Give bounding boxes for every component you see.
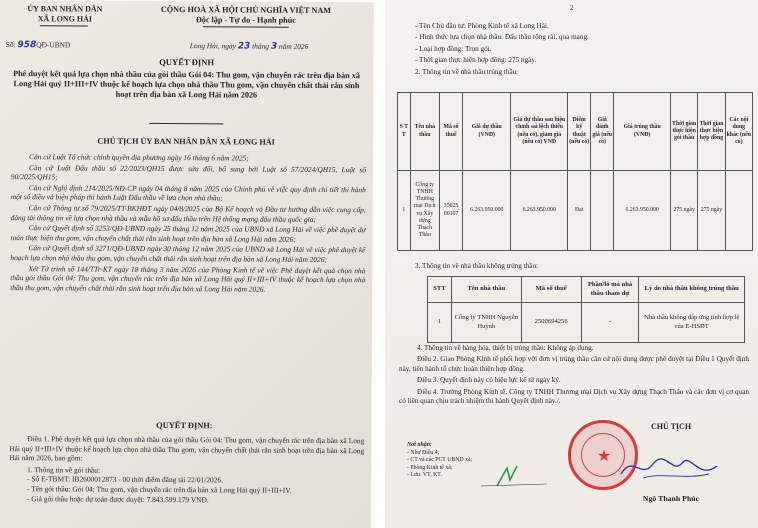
article-1 xyxy=(9,434,364,505)
package-detail: - Thời gian thực hiện hợp đồng: 275 ngày. xyxy=(415,56,537,65)
title-underline xyxy=(149,123,223,124)
signature-icon xyxy=(613,450,723,486)
table-row xyxy=(398,171,753,251)
closing-articles xyxy=(399,344,749,406)
column-header: Lý do nhà thầu không trúng thầu xyxy=(639,277,745,303)
article-1-text: Điều 1. Phê duyệt kết quả lựa chọn nhà thầu của gói thầu Gói 04: Thu gom, vận chuyển rác trên địa bàn xã Long Hải quý II+III+IV thuộc kế hoạch lựa chọn nhà thầu Thu gom, vận chuyển chất thải rắn sinh hoạt trên địa bàn xã Long Hải năm 2026, bao gồm: xyxy=(9,434,365,463)
receivers-title: Nơi nhận: xyxy=(407,442,432,448)
legal-basis: Căn cứ Thông tư số 79/2025/TT-BKHĐT ngày 04/8/2025 của Bộ Kế hoạch và Đầu tư hướng dẫn việc cung cấp, đăng tải thông tin về lựa chọn nhà thầu và mẫu hồ sơ đấu thầu trên Hệ thống mạng đấu thầu quốc gia; xyxy=(10,203,366,224)
table-cell: 275 ngày xyxy=(671,171,698,251)
article-4: Điều 4. Trưởng Phòng Kinh tế, Công ty TNHH Thương mại Dịch vụ Xây dựng Thạch Thảo và các đơn vị cơ quan có liên quan chịu trách nhiệm thi hành Quyết định này./. xyxy=(399,387,749,406)
legal-basis: Căn cứ Luật Tổ chức chính quyền địa phương ngày 16 tháng 6 năm 2025; xyxy=(29,152,249,163)
signer-title: CHỦ TỊCH xyxy=(650,422,692,431)
winner-heading: 2. Thông tin về nhà thầu trúng thầu: xyxy=(415,67,519,76)
table-row xyxy=(428,303,745,343)
column-header: Giá đánh giá (nếu có) xyxy=(591,93,614,171)
column-header: Điểm kỹ thuật (nếu có) xyxy=(568,93,591,171)
loser-table xyxy=(427,276,745,343)
legal-basis: Căn cứ Luật Đấu thầu số 22/2023/QH15 được sửa đổi, bổ sung bởi Luật số 57/2024/QH15, Luật số 90/2025/QH15; xyxy=(10,162,366,182)
package-detail: - Hình thức lựa chọn nhà thầu: Đấu thầu rộng rãi, qua mạng. xyxy=(415,33,589,42)
receiver-item: - Như Điều 4; xyxy=(407,449,440,456)
column-header: Mã số thuế xyxy=(440,93,463,171)
page-gap xyxy=(374,0,385,528)
date-line: Long Hải, ngày 23 tháng 3 năm 2026 xyxy=(189,41,309,52)
receiver-item: - Lưu: VT, KT. xyxy=(407,472,442,479)
table-cell: 1 xyxy=(428,303,452,343)
column-header: Tên nhà thầu xyxy=(410,93,439,171)
package-details xyxy=(415,22,750,77)
winner-table xyxy=(397,92,753,251)
column-header: Thời gian thực hiện gói thầu xyxy=(671,93,698,171)
doc-number: Số: 958QĐ-UBND xyxy=(5,40,71,51)
legal-basis: Xét Tờ trình số 144/TTr-KT ngày 18 tháng 3 năm 2026 của Phòng Kinh tế về việc Phê duyệt kết quả chọn nhà thầu gói thầu Gói 04: Thu gom, vận chuyển rác trên địa bàn xã Long Hải quý II+III+IV thuộc kế hoạch lựa chọn nhà thầu thu gom, vận chuyển chất thải rắn sinh hoạt trên địa bàn xã Long Hải năm 2026. xyxy=(10,263,366,294)
info-item: - Số E-TBMT: IB2600012873 - 00 thời điểm đăng tải 22/01/2026. xyxy=(27,474,223,485)
receiver-item: - CT và các PCT UBND xã; xyxy=(407,457,473,464)
table-cell: Đạt xyxy=(568,171,591,251)
table-cell: 6.263.950.000 xyxy=(463,171,511,251)
issuer-block xyxy=(6,4,124,25)
table-cell: 6.263.950.000 xyxy=(511,171,568,251)
motto: Độc lập - Tự do - Hạnh phúc xyxy=(195,15,296,25)
info-heading: 1. Thông tin về gói thầu: xyxy=(27,464,101,475)
table-cell: 1 xyxy=(398,171,411,251)
table-cell: Công ty TNHH Thương mại Dịch vụ Xây dựng Thạch Thảo xyxy=(410,171,439,251)
document-page-1 xyxy=(0,0,374,528)
legal-basis: Căn cứ Quyết định số 3271/QĐ-UBND ngày 30 tháng 12 năm 2025 của UBND xã Long Hải về việc phê duyệt kế hoạch lựa chọn nhà thầu thu gom, vận chuyển chất thải rắn sinh hoạt trên địa bàn xã Long Hải năm 2026; xyxy=(10,243,366,264)
country-name: CỘNG HOÀ XÃ HỘI CHỦ NGHĨA VIỆT NAM xyxy=(160,4,332,16)
column-header: Phần/lô mà nhà thầu tham dự xyxy=(581,277,639,303)
authority: CHỦ TỊCH ỦY BAN NHÂN DÂN XÃ LONG HẢI xyxy=(97,136,275,147)
issuer-underline xyxy=(40,25,88,26)
issuer-line-1: ỦY BAN NHÂN DÂN xyxy=(27,4,103,14)
signer-name: Ngô Thanh Phúc xyxy=(642,494,700,503)
package-detail: - Loại hợp đồng: Trọn gói. xyxy=(415,44,492,53)
column-header: Giá dự thầu (VNĐ) xyxy=(463,93,511,171)
table-header-row xyxy=(398,93,753,171)
document-page-2 xyxy=(385,0,758,528)
column-header: Thời gian thực hiện hợp đồng xyxy=(698,93,725,171)
motto-underline xyxy=(203,26,289,28)
table-cell: 35025 00107 xyxy=(440,171,463,251)
table-cell xyxy=(725,171,752,251)
column-header: Giá dự thầu sau hiệu chỉnh sai lệch thiếu (nếu có), giảm giá (nếu có) VNĐ xyxy=(511,93,568,171)
column-header: STT xyxy=(428,277,452,303)
table-cell: 275 ngày xyxy=(698,171,725,251)
official-seal-icon: ★ xyxy=(568,420,638,490)
initial-mark-icon xyxy=(477,462,557,490)
column-header: Mã số thuế xyxy=(521,277,581,303)
issuer-line-2: XÃ LONG HẢI xyxy=(37,14,93,24)
doc-type: QUYẾT ĐỊNH xyxy=(159,56,215,68)
legal-bases xyxy=(10,152,366,294)
page-number: 2 xyxy=(569,4,574,12)
decides-heading: QUYẾT ĐỊNH: xyxy=(156,420,213,431)
info-item: - Giá gói thầu hoặc dự toán được duyệt: 7.843.599.179 VNĐ. xyxy=(26,493,209,504)
column-header: Tên nhà thầu xyxy=(451,277,521,303)
table-header-row xyxy=(428,277,745,303)
national-motto xyxy=(118,5,374,27)
table-cell: Công ty TNHH Nguyễn Huỳnh xyxy=(451,303,521,343)
loser-heading: 3. Thông tin về nhà thầu không trúng thầu: xyxy=(415,262,539,270)
column-header: Giá trúng thầu (VNĐ) xyxy=(614,93,671,171)
table-cell: 2500694256 xyxy=(521,303,581,343)
table-cell xyxy=(591,171,614,251)
legal-basis: Căn cứ Nghị định 214/2025/NĐ-CP ngày 04 tháng 8 năm 2025 của Chính phủ về việc quy định chi tiết thi hành một số điều và biện pháp thi hành Luật Đấu thầu về lựa chọn nhà thầu; xyxy=(10,182,366,203)
item-4: 4. Thông tin về hàng hóa, thiết bị trúng thầu: Không áp dụng. xyxy=(417,344,594,352)
column-header: S T T xyxy=(398,93,411,171)
receiver-item: - Phòng Kinh tế xã; xyxy=(407,464,453,471)
legal-basis: Căn cứ Quyết định số 3253/QĐ-UBND ngày 25 tháng 12 năm 2025 của UBND xã Long Hải về việc phê duyệt dự toán thực hiện thu gom, vận chuyển chất thải rắn sinh hoạt trên địa bàn xã Long Hải năm 2026; xyxy=(10,223,366,244)
package-detail: - Tên Chủ đầu tư: Phòng Kinh tế xã Long Hải. xyxy=(415,22,549,30)
column-header: Các nội dung khác (nếu có) xyxy=(725,93,752,171)
info-item: - Tên gói thầu: Gói 04: Thu gom, vận chuyển rác trên địa bàn xã Long Hải quý II+III+IV. xyxy=(26,484,292,495)
table-cell: 6.263.950.000 xyxy=(614,171,671,251)
article-3: Điều 3. Quyết định này có hiệu lực kể từ ngày ký. xyxy=(417,376,561,385)
doc-title: Phê duyệt kết quả lựa chọn nhà thầu của gói thầu Gói 04: Thu gom, vận chuyển rác trên địa bàn xã Long Hải quý II+III+IV thuộc kế hoạch lựa chọn nhà thầu Thu gom, vận chuyển chất thải rắn sinh hoạt trên địa bàn xã Long Hải năm 2026 xyxy=(13,69,361,100)
article-2: Điều 2. Giao Phòng Kinh tế phối hợp với đơn vị trúng thầu căn cứ nội dung được phê duyệt tại Điều 1 Quyết định này, tiến hành tổ chức hoàn thiện hợp đồng. xyxy=(399,355,749,373)
table-cell: - xyxy=(581,303,639,343)
table-cell: Nhà thầu không đáp ứng tính hợp lệ của E-HSDT xyxy=(639,303,745,343)
